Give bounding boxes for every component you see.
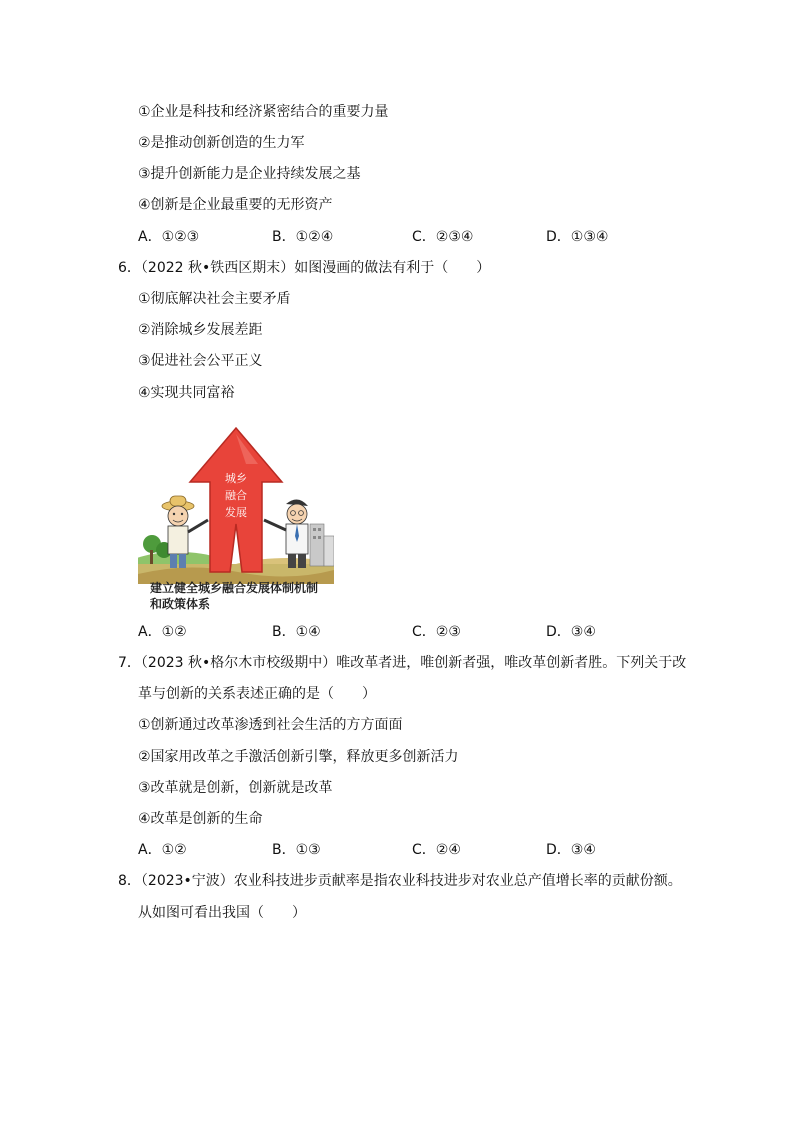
cartoon-illustration: [138, 424, 334, 584]
q7-answer-a: A．①②: [138, 842, 187, 858]
cartoon-figure: [138, 424, 334, 614]
q5-answer-b: B．①②④: [272, 229, 334, 245]
figure-caption-line-2: 和政策体系: [150, 597, 211, 611]
q5-option-2: ②是推动创新创造的生力军: [138, 135, 305, 151]
q5-answer-d: D．①③④: [546, 229, 609, 245]
q8-stem-line-1: 8．（2023•宁波）农业科技进步贡献率是指农业科技进步对农业总产值增长率的贡献份额。: [118, 873, 682, 889]
q5-answer-a: A．①②③: [138, 229, 200, 245]
q7-answer-c: C．②④: [412, 842, 461, 858]
q5-option-3: ③提升创新能力是企业持续发展之基: [138, 166, 361, 182]
q7-option-2: ②国家用改革之手激活创新引擎，释放更多创新活力: [138, 749, 459, 765]
q6-option-3: ③促进社会公平正义: [138, 353, 263, 369]
q6-option-1: ①彻底解决社会主要矛盾: [138, 291, 291, 307]
q6-option-4: ④实现共同富裕: [138, 385, 235, 401]
q7-answer-d: D．③④: [546, 842, 596, 858]
arrow-text-line-1: 城乡: [225, 472, 247, 485]
q7-answer-b: B．①③: [272, 842, 321, 858]
q5-answer-c: C．②③④: [412, 229, 474, 245]
q7-option-4: ④改革是创新的生命: [138, 811, 263, 827]
q7-option-3: ③改革就是创新，创新就是改革: [138, 780, 333, 796]
q6-answer-c: C．②③: [412, 624, 461, 640]
q7-stem-line-1: 7．（2023 秋•格尔木市校级期中）唯改革者进，唯创新者强，唯改革创新者胜。下列关于改: [118, 655, 687, 671]
arrow-text-line-2: 融合: [225, 489, 247, 502]
arrow-text-line-3: 发展: [225, 506, 247, 519]
figure-caption-line-1: 建立健全城乡融合发展体制机制: [150, 581, 319, 595]
q6-stem: 6．（2022 秋•铁西区期末）如图漫画的做法有利于（ ）: [118, 260, 491, 276]
q6-answer-a: A．①②: [138, 624, 187, 640]
q5-option-1: ①企业是科技和经济紧密结合的重要力量: [138, 104, 389, 120]
q5-option-4: ④创新是企业最重要的无形资产: [138, 197, 333, 213]
q7-option-1: ①创新通过改革渗透到社会生活的方方面面: [138, 717, 403, 733]
q8-stem-line-2: 从如图可看出我国（ ）: [138, 905, 306, 921]
q7-stem-line-2: 革与创新的关系表述正确的是（ ）: [138, 686, 376, 702]
q6-answer-b: B．①④: [272, 624, 321, 640]
q6-answer-d: D．③④: [546, 624, 596, 640]
q6-option-2: ②消除城乡发展差距: [138, 322, 263, 338]
